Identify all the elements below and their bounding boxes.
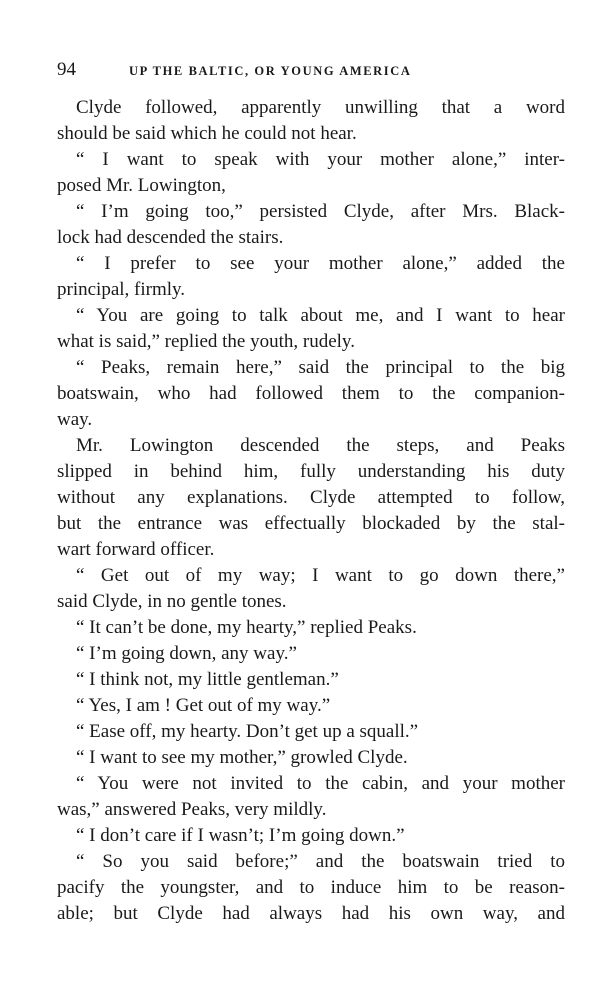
text-line: “ You are going to talk about me, and I want to hear: [76, 305, 565, 326]
text-line: said Clyde, in no gentle tones.: [57, 591, 287, 612]
text-line: but the entrance was effectually blockaded by the stal-: [57, 513, 565, 534]
text-line: “ You were not invited to the cabin, and your mother: [76, 773, 565, 794]
running-head: UP THE BALTIC, OR YOUNG AMERICA: [129, 64, 412, 78]
text-line: posed Mr. Lowington,: [57, 175, 226, 196]
text-line: “ I don’t care if I wasn’t; I’m going down.”: [76, 825, 405, 846]
text-line: was,” answered Peaks, very mildly.: [57, 799, 327, 820]
text-line: “ It can’t be done, my hearty,” replied Peaks.: [76, 617, 417, 638]
text-line: “ I prefer to see your mother alone,” added the: [76, 253, 565, 274]
text-line: “ I want to see my mother,” growled Clyde.: [76, 747, 408, 768]
body-text: [57, 95, 565, 927]
page-header: [57, 57, 565, 83]
text-line: lock had descended the stairs.: [57, 227, 284, 248]
text-line: “ I’m going too,” persisted Clyde, after Mrs. Black-: [76, 201, 565, 222]
page-number: 94: [57, 59, 76, 80]
text-line: “ I want to speak with your mother alone,” inter-: [76, 149, 565, 170]
text-line: principal, firmly.: [57, 279, 186, 300]
text-line: way.: [57, 409, 93, 430]
text-line: “ I’m going down, any way.”: [76, 643, 297, 664]
text-line: able; but Clyde had always had his own way, and: [57, 903, 565, 924]
text-line: what is said,” replied the youth, rudely.: [57, 331, 355, 352]
text-line: “ Yes, I am ! Get out of my way.”: [76, 695, 331, 716]
text-line: Clyde followed, apparently unwilling that a word: [76, 97, 565, 118]
text-line: “ So you said before;” and the boatswain tried to: [76, 851, 565, 872]
text-line: should be said which he could not hear.: [57, 123, 357, 144]
text-line: “ Peaks, remain here,” said the principal to the big: [76, 357, 565, 378]
text-line: without any explanations. Clyde attempted to follow,: [57, 487, 565, 508]
text-line: pacify the youngster, and to induce him to be reason-: [57, 877, 565, 898]
text-line: “ Get out of my way; I want to go down there,”: [76, 565, 565, 586]
text-line: boatswain, who had followed them to the companion-: [57, 383, 565, 404]
text-line: wart forward officer.: [57, 539, 215, 560]
text-line: Mr. Lowington descended the steps, and Peaks: [76, 435, 565, 456]
text-line: slipped in behind him, fully understanding his duty: [57, 461, 565, 482]
text-line: “ I think not, my little gentleman.”: [76, 669, 339, 690]
text-line: “ Ease off, my hearty. Don’t get up a squall.”: [76, 721, 419, 742]
